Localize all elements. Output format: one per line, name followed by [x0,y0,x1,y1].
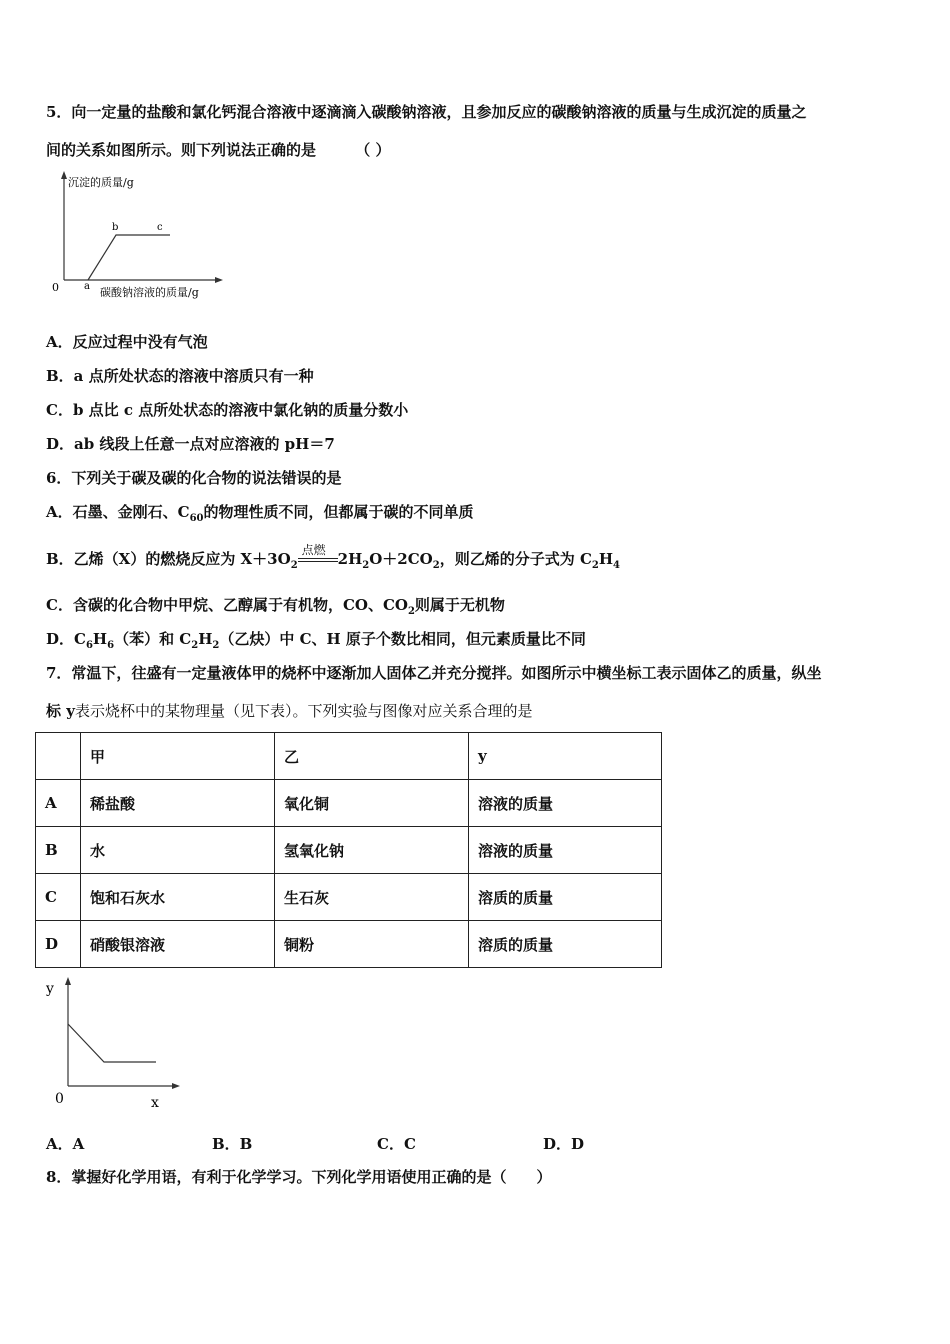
q7-curve [68,1024,156,1062]
table-header-cell: y [469,733,662,780]
table-header-cell: 乙 [275,733,469,780]
q5-y-label: 沉淀的质量/g [68,176,134,189]
table-header-row [36,733,662,780]
table-cell: B [36,827,81,874]
q5-option-a: A．反应过程中没有气泡 [46,333,208,351]
q7-x-arrow [172,1083,180,1089]
q6-option-a: A．石墨、金刚石、$C_{60}$的物理性质不同，但都属于碳的不同单质 [46,503,474,524]
q5-option-c: C．b 点比 c 点所处状态的溶液中氯化钠的质量分数小 [46,401,409,419]
q5-x-arrow [215,277,223,283]
q5-y-arrow [61,171,67,179]
q7-chart [40,972,190,1112]
table-cell: 溶质的质量 [469,874,662,921]
table-cell: 铜粉 [275,921,469,968]
q7-option-d: D．D [543,1135,585,1153]
table-cell: D [36,921,81,968]
table-cell: 生石灰 [275,874,469,921]
q7-origin-label: 0 [55,1091,64,1107]
table-cell: 稀盐酸 [81,780,275,827]
table-cell: C [36,874,81,921]
reaction-condition-label: 点燃 [301,543,326,557]
q5-origin-label: 0 [52,281,59,294]
q5-x-label: 碳酸钠溶液的质量/g [100,286,199,299]
q6-option-c: C．含碳的化合物中甲烷、乙醇属于有机物，CO、$CO_2$则属于无机物 [46,596,505,617]
q5-curve [88,235,170,280]
table-header-cell [36,733,81,780]
q7-y-label: y [46,981,54,997]
table-row [36,827,662,874]
q7-stem-line2: 标 y表示烧杯中的某物理量（见下表）。下列实验与图像对应关系合理的是 [46,702,533,720]
q7-stem-line1: 7．常温下，往盛有一定量液体甲的烧杯中逐渐加人固体乙并充分搅拌。如图所示中横坐标工表示固体乙的质量，纵坐 [46,664,822,682]
table-header-cell: 甲 [81,733,275,780]
q7-option-c: C．C [377,1135,416,1153]
table-row [36,780,662,827]
q7-option-b: B．B [212,1135,253,1153]
q6-stem: 6．下列关于碳及碳的化合物的说法错误的是 [46,469,342,487]
q5-stem-line1: 5．向一定量的盐酸和氯化钙混合溶液中逐滴滴入碳酸钠溶液，且参加反应的碳酸钠溶液的质量与生成沉淀的质量之 [46,103,807,121]
q5-chart [40,168,230,304]
table-cell: 饱和石灰水 [81,874,275,921]
table-cell: 溶液的质量 [469,780,662,827]
q5-option-b: B．a 点所处状态的溶液中溶质只有一种 [46,367,314,385]
q8-stem: 8．掌握好化学用语，有利于化学学习。下列化学用语使用正确的是（ ） [46,1168,552,1186]
q5-stem-line2 [46,140,390,160]
table-cell: A [36,780,81,827]
q7-option-a: A．A [46,1135,85,1153]
table-cell: 水 [81,827,275,874]
q5-point-b-label: b [112,222,119,233]
q5-point-c-label: c [157,222,163,233]
q6-option-d: D．$C_6H_6$（苯）和 $C_2H_2$（乙炔）中 C、H 原子个数比相同，但元素质量比不同 [46,630,586,651]
reaction-condition [298,543,338,576]
q5-point-a-label: a [84,281,90,292]
q7-x-label: x [151,1095,159,1111]
table-cell: 溶液的质量 [469,827,662,874]
q5-answer-bracket: （ ） [355,141,391,159]
q6-option-b: B．乙烯（X）的燃烧反应为 $X+3O_2$ 点燃 $2H_2O+2CO_2$，则乙烯的分子式为 $C_2H_4$ [46,549,620,576]
table-cell: 硝酸银溶液 [81,921,275,968]
table-cell: 溶质的质量 [469,921,662,968]
q7-table [35,732,662,968]
table-row [36,874,662,921]
q5-option-d: D．ab 线段上任意一点对应溶液的 pH＝7 [46,435,335,453]
table-cell: 氧化铜 [275,780,469,827]
q5-stem-text: 间的关系如图所示。则下列说法正确的是 [46,141,317,159]
table-row [36,921,662,968]
table-cell: 氢氧化钠 [275,827,469,874]
q7-y-arrow [65,977,71,985]
